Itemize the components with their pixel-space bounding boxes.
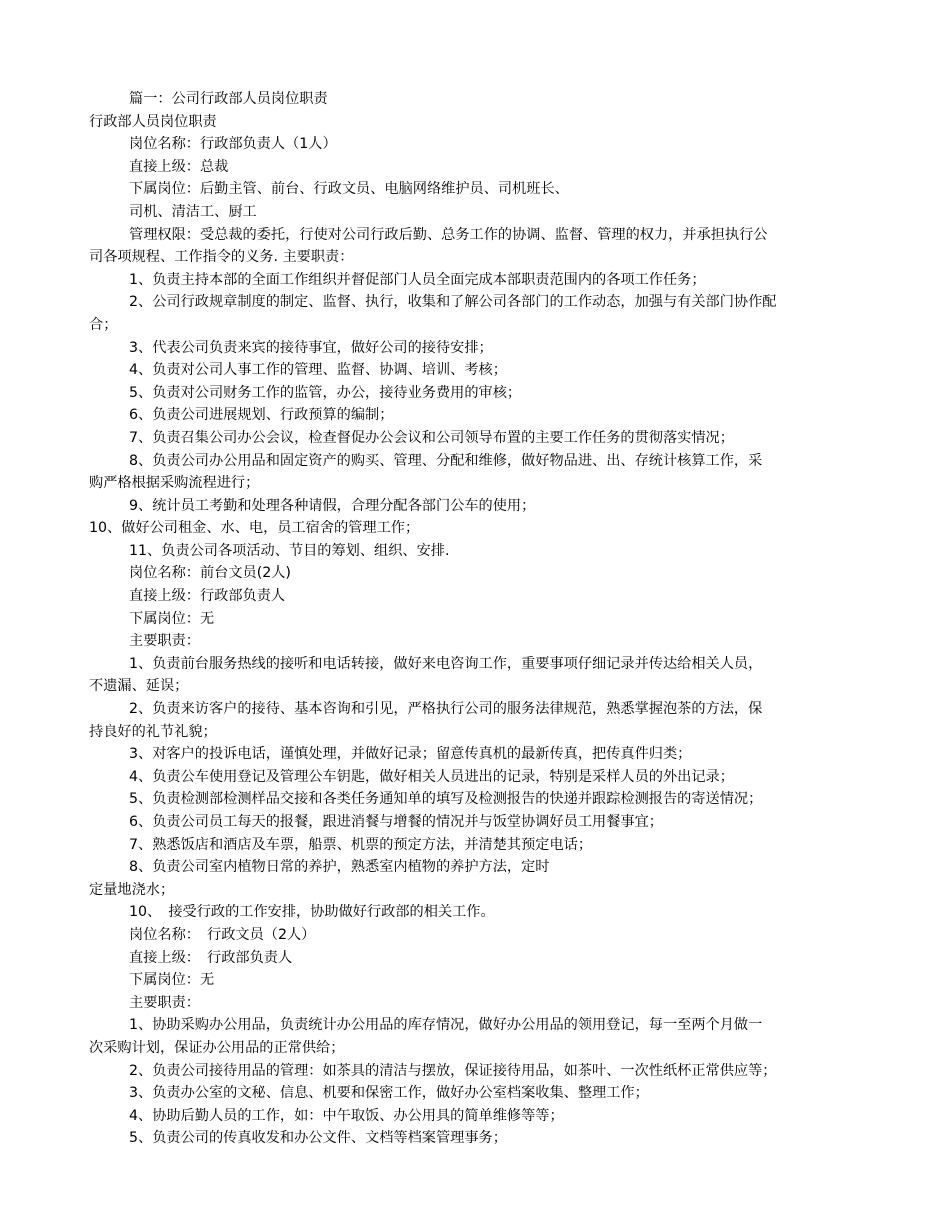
text-line: 主要职责： xyxy=(129,633,200,650)
text-line: 不遗漏、延误； xyxy=(89,678,189,695)
text-line: 直接上级：行政部负责人 xyxy=(129,588,286,605)
document-body xyxy=(89,88,859,1150)
text-line: 7、负责召集公司办公会议，检查督促办公会议和公司领导布置的主要工作任务的贯彻落实情况； xyxy=(129,429,734,446)
text-line: 主要职责： xyxy=(129,994,200,1011)
text-line: 1、协助采购办公用品，负责统计办公用品的库存情况，做好办公用品的领用登记，每一至两个月做一 xyxy=(129,1017,763,1034)
text-line: 持良好的礼节礼貌； xyxy=(89,723,217,740)
text-line: 3、对客户的投诉电话，谨慎处理，并做好记录；留意传真机的最新传真，把传真件归类； xyxy=(129,746,692,763)
text-line: 2、负责公司接待用品的管理：如茶具的清洁与摆放，保证接待用品，如茶叶、一次性纸杯正常供应等； xyxy=(129,1062,777,1079)
text-line: 次采购计划，保证办公用品的正常供给； xyxy=(89,1039,345,1056)
text-line: 直接上级： 行政部负责人 xyxy=(129,949,293,966)
text-line: 下属岗位：无 xyxy=(129,972,215,989)
text-line: 定量地浇水； xyxy=(89,881,175,898)
text-line: 4、负责对公司人事工作的管理、监督、协调、培训、考核； xyxy=(129,362,507,379)
text-line: 司各项规程、工作指令的义务. 主要职责： xyxy=(89,249,354,266)
text-line: 岗位名称：行政部负责人（1人） xyxy=(129,136,337,153)
text-line: 下属岗位：后勤主管、前台、行政文员、电脑网络维护员、司机班长、 xyxy=(129,181,569,198)
text-line: 篇一：公司行政部人员岗位职责 xyxy=(129,91,328,107)
text-line: 9、统计员工考勤和处理各种请假，合理分配各部门公车的使用； xyxy=(129,497,536,514)
text-line: 3、负责办公室的文秘、信息、机要和保密工作，做好办公室档案收集、整理工作； xyxy=(129,1085,649,1102)
text-line: 岗位名称：前台文员(2人) xyxy=(129,565,291,582)
text-line: 司机、清洁工、厨工 xyxy=(129,203,257,220)
text-line: 6、负责公司员工每天的报餐，跟进消餐与增餐的情况并与饭堂协调好员工用餐事宜； xyxy=(129,814,663,830)
text-line: 10、 接受行政的工作安排，协助做好行政部的相关工作。 xyxy=(129,904,495,921)
text-line: 10、做好公司租金、水、电，员工宿舍的管理工作； xyxy=(89,520,420,537)
text-line: 1、负责前台服务热线的接听和电话转接，做好来电咨询工作，重要事项仔细记录并传达给相关人员， xyxy=(129,655,763,672)
text-line: 4、协助后勤人员的工作，如：中午取饭、办公用具的简单维修等等； xyxy=(129,1107,564,1124)
text-line: 5、负责检测部检测样品交接和各类任务通知单的填写及检测报告的快递并跟踪检测报告的寄送情况； xyxy=(129,791,763,808)
text-line: 2、公司行政规章制度的制定、监督、执行，收集和了解公司各部门的工作动态，加强与有关部门协作配 xyxy=(129,294,777,311)
text-line: 8、负责公司办公用品和固定资产的购买、管理、分配和维修，做好物品进、出、存统计核算工作，采 xyxy=(129,452,763,469)
text-line: 行政部人员岗位职责 xyxy=(89,113,217,130)
text-line: 合； xyxy=(89,316,118,333)
text-line: 岗位名称： 行政文员（2人） xyxy=(129,926,316,943)
text-line: 3、代表公司负责来宾的接待事宜，做好公司的接待安排； xyxy=(129,339,493,356)
text-line: 管理权限：受总裁的委托，行使对公司行政后勤、总务工作的协调、监督、管理的权力，并承担执行公 xyxy=(129,226,768,243)
text-line: 8、负责公司室内植物日常的养护，熟悉室内植物的养护方法，定时 xyxy=(129,859,550,876)
text-line: 5、负责公司的传真收发和办公文件、文档等档案管理事务； xyxy=(129,1130,507,1147)
text-line: 7、熟悉饭店和酒店及车票，船票、机票的预定方法，并清楚其预定电话； xyxy=(129,836,593,853)
text-line: 1、负责主持本部的全面工作组织并督促部门人员全面完成本部职责范围内的各项工作任务； xyxy=(129,271,706,288)
text-line: 6、负责公司进展规划、行政预算的编制； xyxy=(129,407,394,424)
text-line: 直接上级：总裁 xyxy=(129,158,229,175)
text-line: 2、负责来访客户的接待、基本咨询和引见，严格执行公司的服务法律规范，熟悉掌握泡茶的方法，保 xyxy=(129,701,763,718)
text-line: 5、负责对公司财务工作的监管，办公，接待业务费用的审核； xyxy=(129,384,522,401)
text-line: 4、负责公车使用登记及管理公车钥匙，做好相关人员进出的记录，特别是采样人员的外出记录； xyxy=(129,768,734,785)
text-line: 11、负责公司各项活动、节目的筹划、组织、安排. xyxy=(129,542,450,559)
text-line: 购严格根据采购流程进行； xyxy=(89,475,260,492)
text-line: 下属岗位：无 xyxy=(129,610,215,627)
